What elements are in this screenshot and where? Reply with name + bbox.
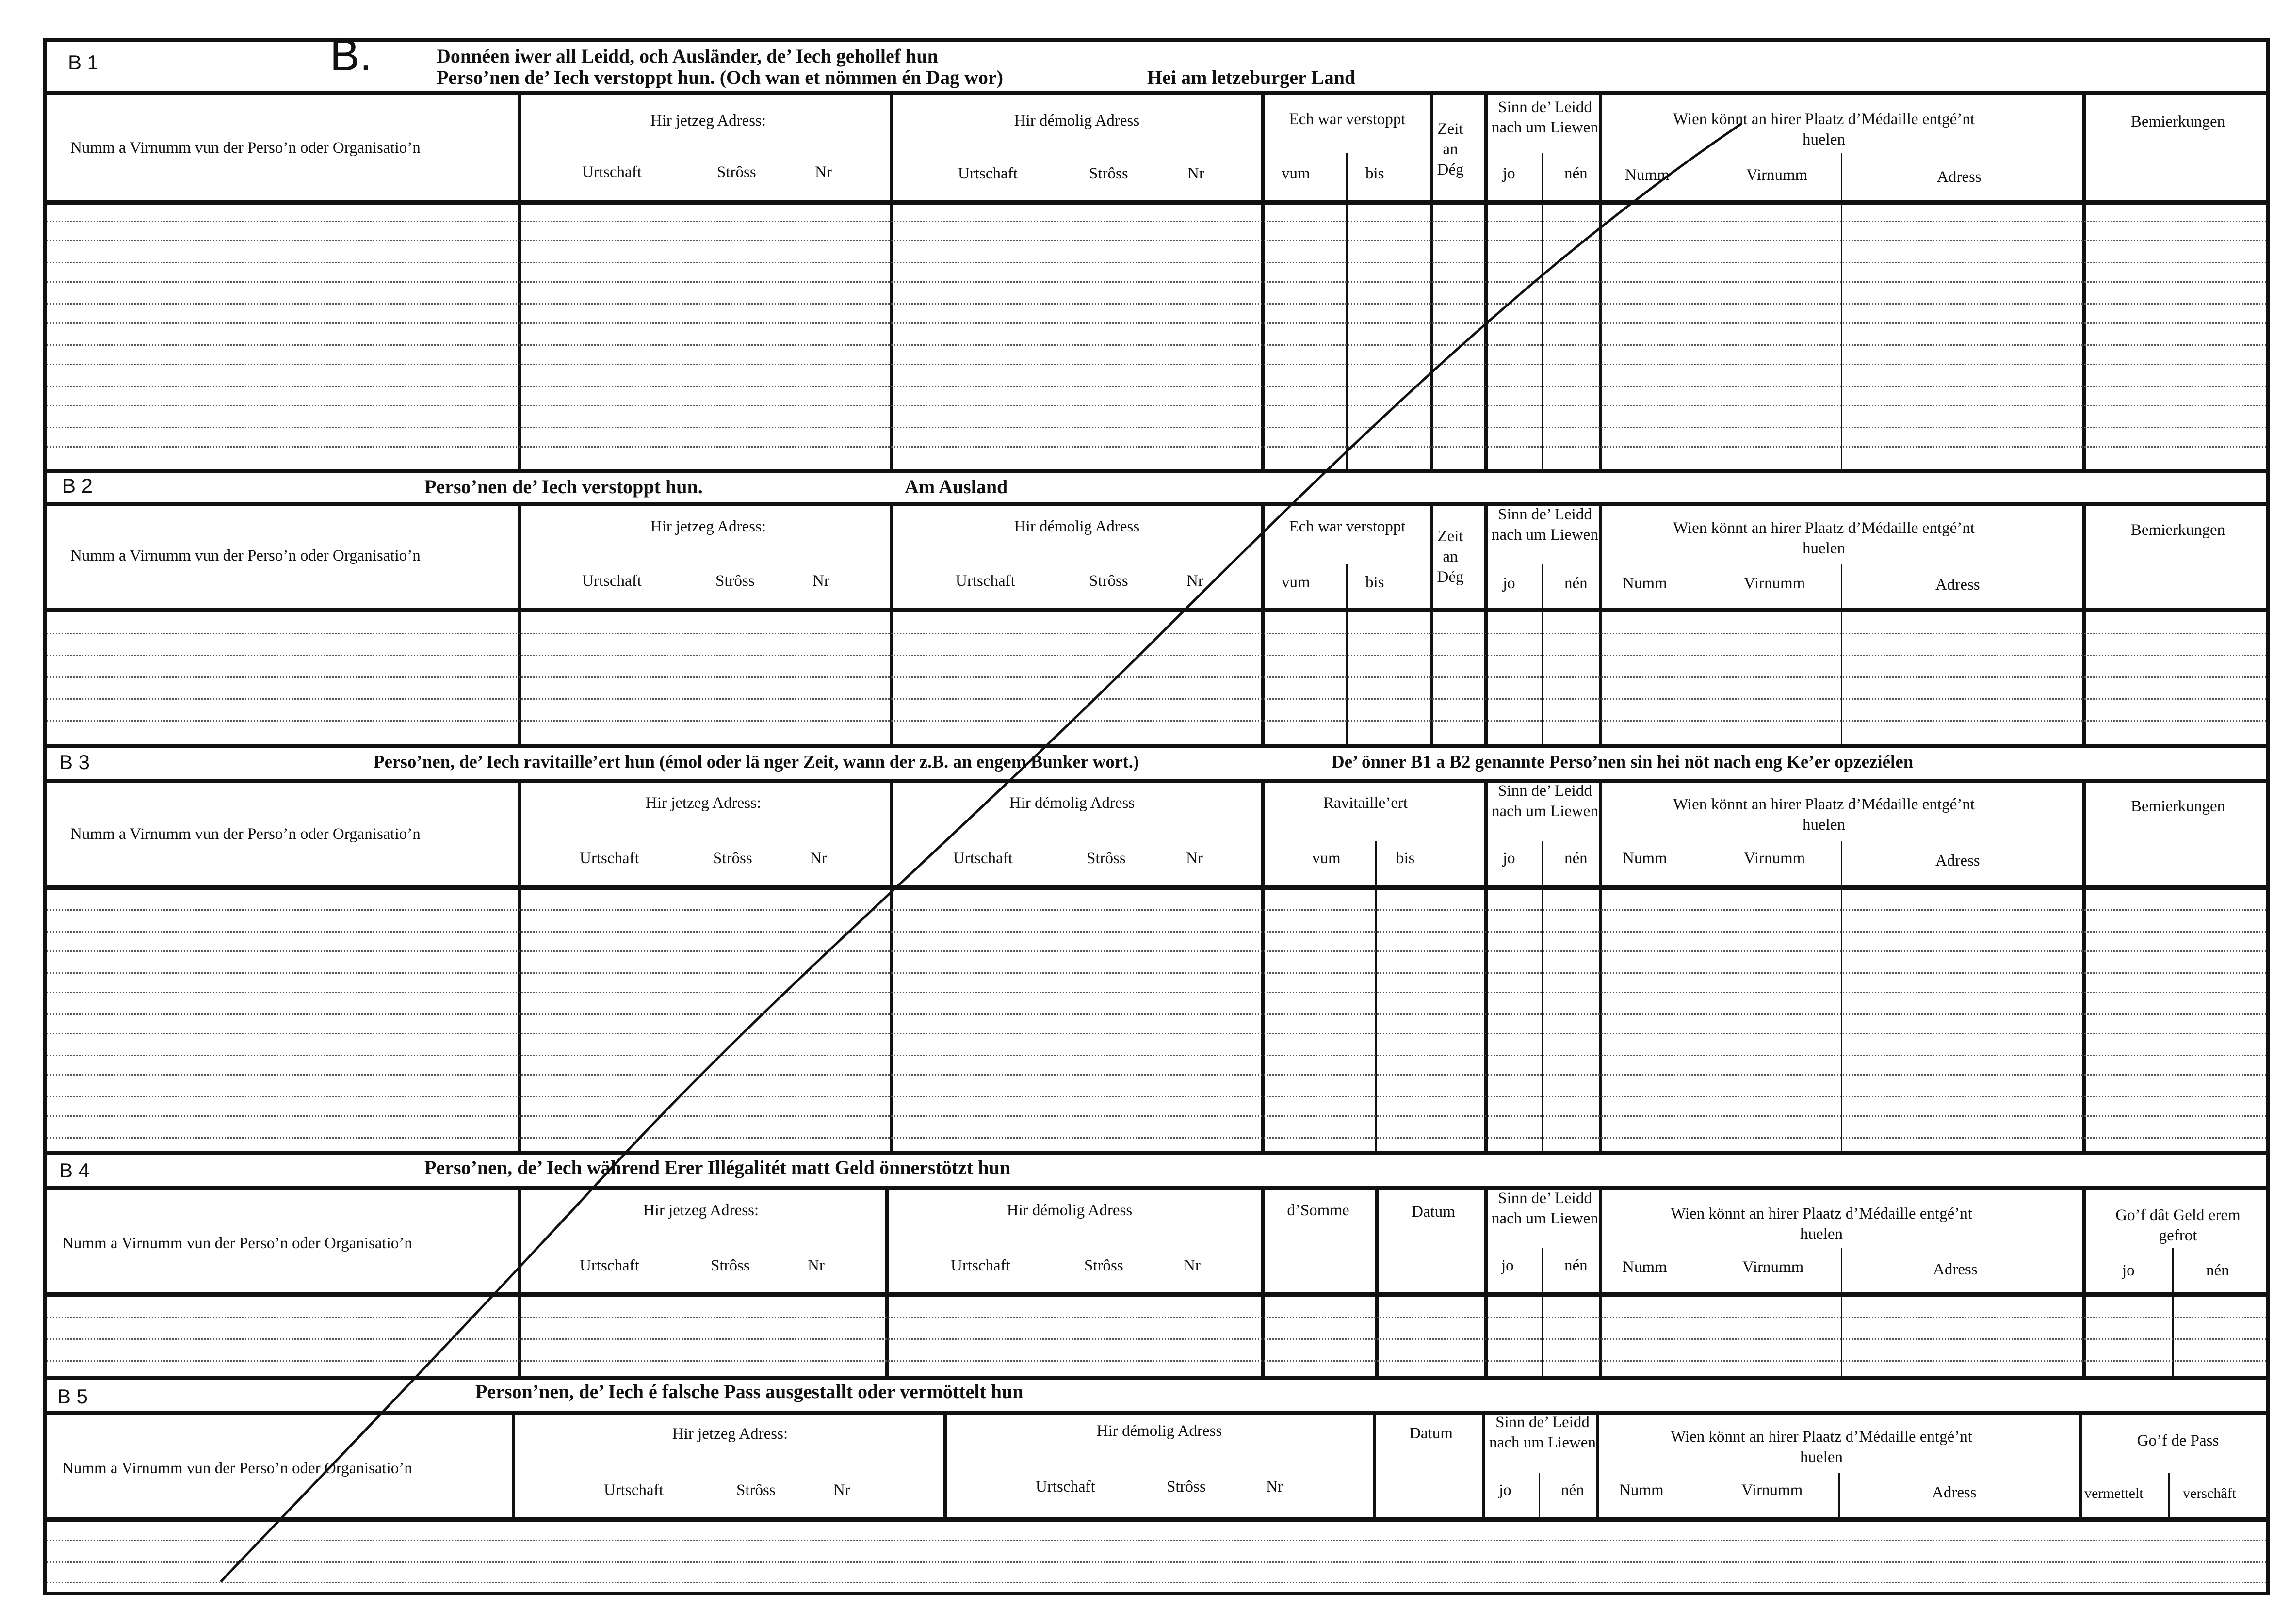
header-name: Numm a Virnumm vun der Perso’n oder Organisatio’n	[62, 1235, 412, 1252]
header-to: bis	[1365, 574, 1384, 591]
header-medal-firstname: Virnumm	[1742, 1258, 1804, 1276]
header-place: Urtschaft	[604, 1481, 664, 1499]
header-medal-address: Adress	[1937, 168, 1982, 186]
header-street: Strôss	[717, 163, 756, 181]
header-place: Urtschaft	[582, 572, 642, 590]
section-code: B 5	[57, 1385, 88, 1408]
header-yes: jo	[1499, 1481, 1511, 1499]
header-number: Nr	[808, 1257, 825, 1274]
header-current-address: Hir jetzeg Adress:	[672, 1425, 788, 1443]
header-yes: jo	[1503, 850, 1515, 867]
section-title-line2: Perso’nen de’ Iech verstoppt hun. (Och wan et nömmen én Dag wor)	[437, 66, 1004, 88]
header-number: Nr	[810, 850, 827, 867]
section-title: Perso’nen, de’ Iech während Erer Illégalitét matt Geld önnerstötzt hun	[424, 1157, 1011, 1178]
header-number: Nr	[1266, 1478, 1283, 1495]
header-no: nén	[1564, 165, 1588, 182]
form-letter: B.	[330, 31, 372, 80]
header-current-address: Hir jetzeg Adress:	[645, 794, 762, 812]
header-from: vum	[1282, 574, 1310, 591]
header-date: Datum	[1412, 1203, 1455, 1221]
header-medal-address: Adress	[1935, 852, 1980, 869]
header-place: Urtschaft	[951, 1257, 1010, 1274]
header-no: nén	[1564, 850, 1588, 867]
header-remarks: Bemierkungen	[2130, 798, 2225, 815]
header-former-address: Hir démolig Adress	[1096, 1422, 1222, 1440]
header-medal: Wien könnt an hirer Plaatz d’Médaille entgé’nt huelen	[1673, 796, 1975, 834]
header-sum: d’Somme	[1287, 1202, 1349, 1219]
header-place: Urtschaft	[1036, 1478, 1095, 1495]
header-medal-address: Adress	[1935, 576, 1980, 594]
header-name: Numm a Virnumm vun der Perso’n oder Organisatio’n	[70, 139, 421, 157]
header-former-address: Hir démolig Adress	[1007, 1202, 1133, 1219]
header-no: nén	[1564, 575, 1588, 592]
header-number: Nr	[1186, 572, 1203, 590]
header-suffering: Sinn de’ Leidd nach um Liewen	[1492, 782, 1598, 820]
header-passport: Go’f de Pass	[2137, 1432, 2219, 1449]
header-medal-name: Numm	[1625, 166, 1670, 184]
header-medal-address: Adress	[1932, 1484, 1977, 1501]
header-street: Strôss	[1087, 850, 1126, 867]
header-street: Strôss	[1167, 1478, 1206, 1495]
header-street: Strôss	[1089, 165, 1128, 182]
header-place: Urtschaft	[958, 165, 1018, 182]
section-code: B 2	[62, 474, 93, 497]
header-place: Urtschaft	[580, 1257, 639, 1274]
header-yes: jo	[1501, 1257, 1514, 1274]
header-current-address: Hir jetzeg Adress:	[643, 1202, 759, 1219]
header-former-address: Hir démolig Adress	[1009, 794, 1135, 812]
header-from: vum	[1312, 850, 1341, 867]
header-former-address: Hir démolig Adress	[1014, 112, 1140, 129]
header-medal-firstname: Virnumm	[1741, 1481, 1803, 1499]
header-street: Strôss	[1084, 1257, 1123, 1274]
header-place: Urtschaft	[956, 572, 1015, 590]
section-title: Perso’nen de’ Iech verstoppt hun.	[424, 476, 703, 498]
section-code: B 4	[59, 1159, 90, 1182]
header-hidden: Ech war verstoppt	[1289, 111, 1406, 128]
header-supplied: Ravitaille’ert	[1323, 794, 1408, 812]
section-title: Person’nen, de’ Iech é falsche Pass ausgestallt oder vermöttelt hun	[475, 1381, 1023, 1402]
header-number: Nr	[812, 572, 829, 590]
header-medal-firstname: Virnumm	[1746, 166, 1808, 184]
header-medal: Wien könnt an hirer Plaatz d’Médaille entgé’nt huelen	[1673, 519, 1975, 557]
header-place: Urtschaft	[582, 163, 642, 181]
header-suffering: Sinn de’ Leidd nach um Liewen	[1492, 506, 1598, 544]
header-place: Urtschaft	[953, 850, 1013, 867]
header-suffering: Sinn de’ Leidd nach um Liewen	[1489, 1414, 1596, 1451]
header-medal-name: Numm	[1623, 1258, 1667, 1276]
header-medal-address: Adress	[1933, 1261, 1978, 1278]
section-code: B 1	[68, 51, 99, 74]
header-place: Urtschaft	[580, 850, 639, 867]
header-name: Numm a Virnumm vun der Perso’n oder Organisatio’n	[70, 825, 421, 843]
header-name: Numm a Virnumm vun der Perso’n oder Organisatio’n	[62, 1460, 412, 1477]
section-title: Perso’nen, de’ Iech ravitaille’ert hun (émol oder lä nger Zeit, wann der z.B. an engem Bunker wort.)	[374, 752, 1139, 772]
header-street: Strôss	[715, 572, 755, 590]
header-street: Strôss	[711, 1257, 750, 1274]
header-medal-name: Numm	[1623, 850, 1667, 867]
header-medal: Wien könnt an hirer Plaatz d’Médaille entgé’nt huelen	[1671, 1428, 1972, 1466]
header-remarks: Bemierkungen	[2130, 521, 2225, 539]
header-to: bis	[1396, 850, 1415, 867]
header-mediated: vermettelt	[2084, 1485, 2144, 1501]
header-time-days: Zeit an Dég	[1437, 120, 1464, 178]
header-medal-firstname: Virnumm	[1744, 575, 1805, 592]
header-street: Strôss	[736, 1481, 776, 1499]
header-issued: verschâft	[2183, 1485, 2236, 1501]
section-title-extra: De’ önner B1 a B2 genannte Perso’nen sin hei nöt nach eng Ke’er opzeziélen	[1332, 752, 1914, 772]
header-number: Nr	[1186, 850, 1203, 867]
header-money-back: Go’f dât Geld erem gefrot	[2115, 1206, 2241, 1244]
section-title-line1: Donnéen iwer all Leidd, och Ausländer, de’ Iech gehollef hun	[437, 45, 938, 67]
header-name: Numm a Virnumm vun der Perso’n oder Organisatio’n	[70, 547, 421, 564]
header-number: Nr	[1184, 1257, 1201, 1274]
header-time-days: Zeit an Dég	[1437, 528, 1464, 586]
header-yes: jo	[1503, 165, 1515, 182]
header-date: Datum	[1409, 1425, 1453, 1442]
header-suffering: Sinn de’ Leidd nach um Liewen	[1492, 98, 1598, 136]
header-no: nén	[1564, 1257, 1588, 1274]
header-to: bis	[1365, 165, 1384, 182]
header-number: Nr	[1187, 165, 1204, 182]
header-from: vum	[1282, 165, 1310, 182]
header-no: nén	[2206, 1262, 2229, 1279]
header-medal-name: Numm	[1619, 1481, 1664, 1499]
header-medal-firstname: Virnumm	[1744, 850, 1805, 867]
header-number: Nr	[833, 1481, 850, 1499]
header-medal: Wien könnt an hirer Plaatz d’Médaille entgé’nt huelen	[1673, 111, 1975, 148]
header-street: Strôss	[1089, 572, 1128, 590]
header-medal-name: Numm	[1623, 575, 1667, 592]
header-street: Strôss	[713, 850, 752, 867]
header-current-address: Hir jetzeg Adress:	[650, 112, 766, 129]
header-remarks: Bemierkungen	[2130, 113, 2225, 130]
section-code: B 3	[59, 751, 90, 773]
header-number: Nr	[815, 163, 832, 181]
header-yes: jo	[1503, 575, 1515, 592]
header-hidden: Ech war verstoppt	[1289, 518, 1406, 535]
header-suffering: Sinn de’ Leidd nach um Liewen	[1492, 1190, 1598, 1227]
header-no: nén	[1561, 1481, 1584, 1499]
section-title-extra: Hei am letzeburger Land	[1147, 66, 1356, 88]
header-yes: jo	[2122, 1262, 2135, 1279]
section-title-extra: Am Ausland	[905, 476, 1008, 498]
header-former-address: Hir démolig Adress	[1014, 518, 1140, 535]
header-medal: Wien könnt an hirer Plaatz d’Médaille entgé’nt huelen	[1671, 1205, 1972, 1243]
header-current-address: Hir jetzeg Adress:	[650, 518, 766, 535]
